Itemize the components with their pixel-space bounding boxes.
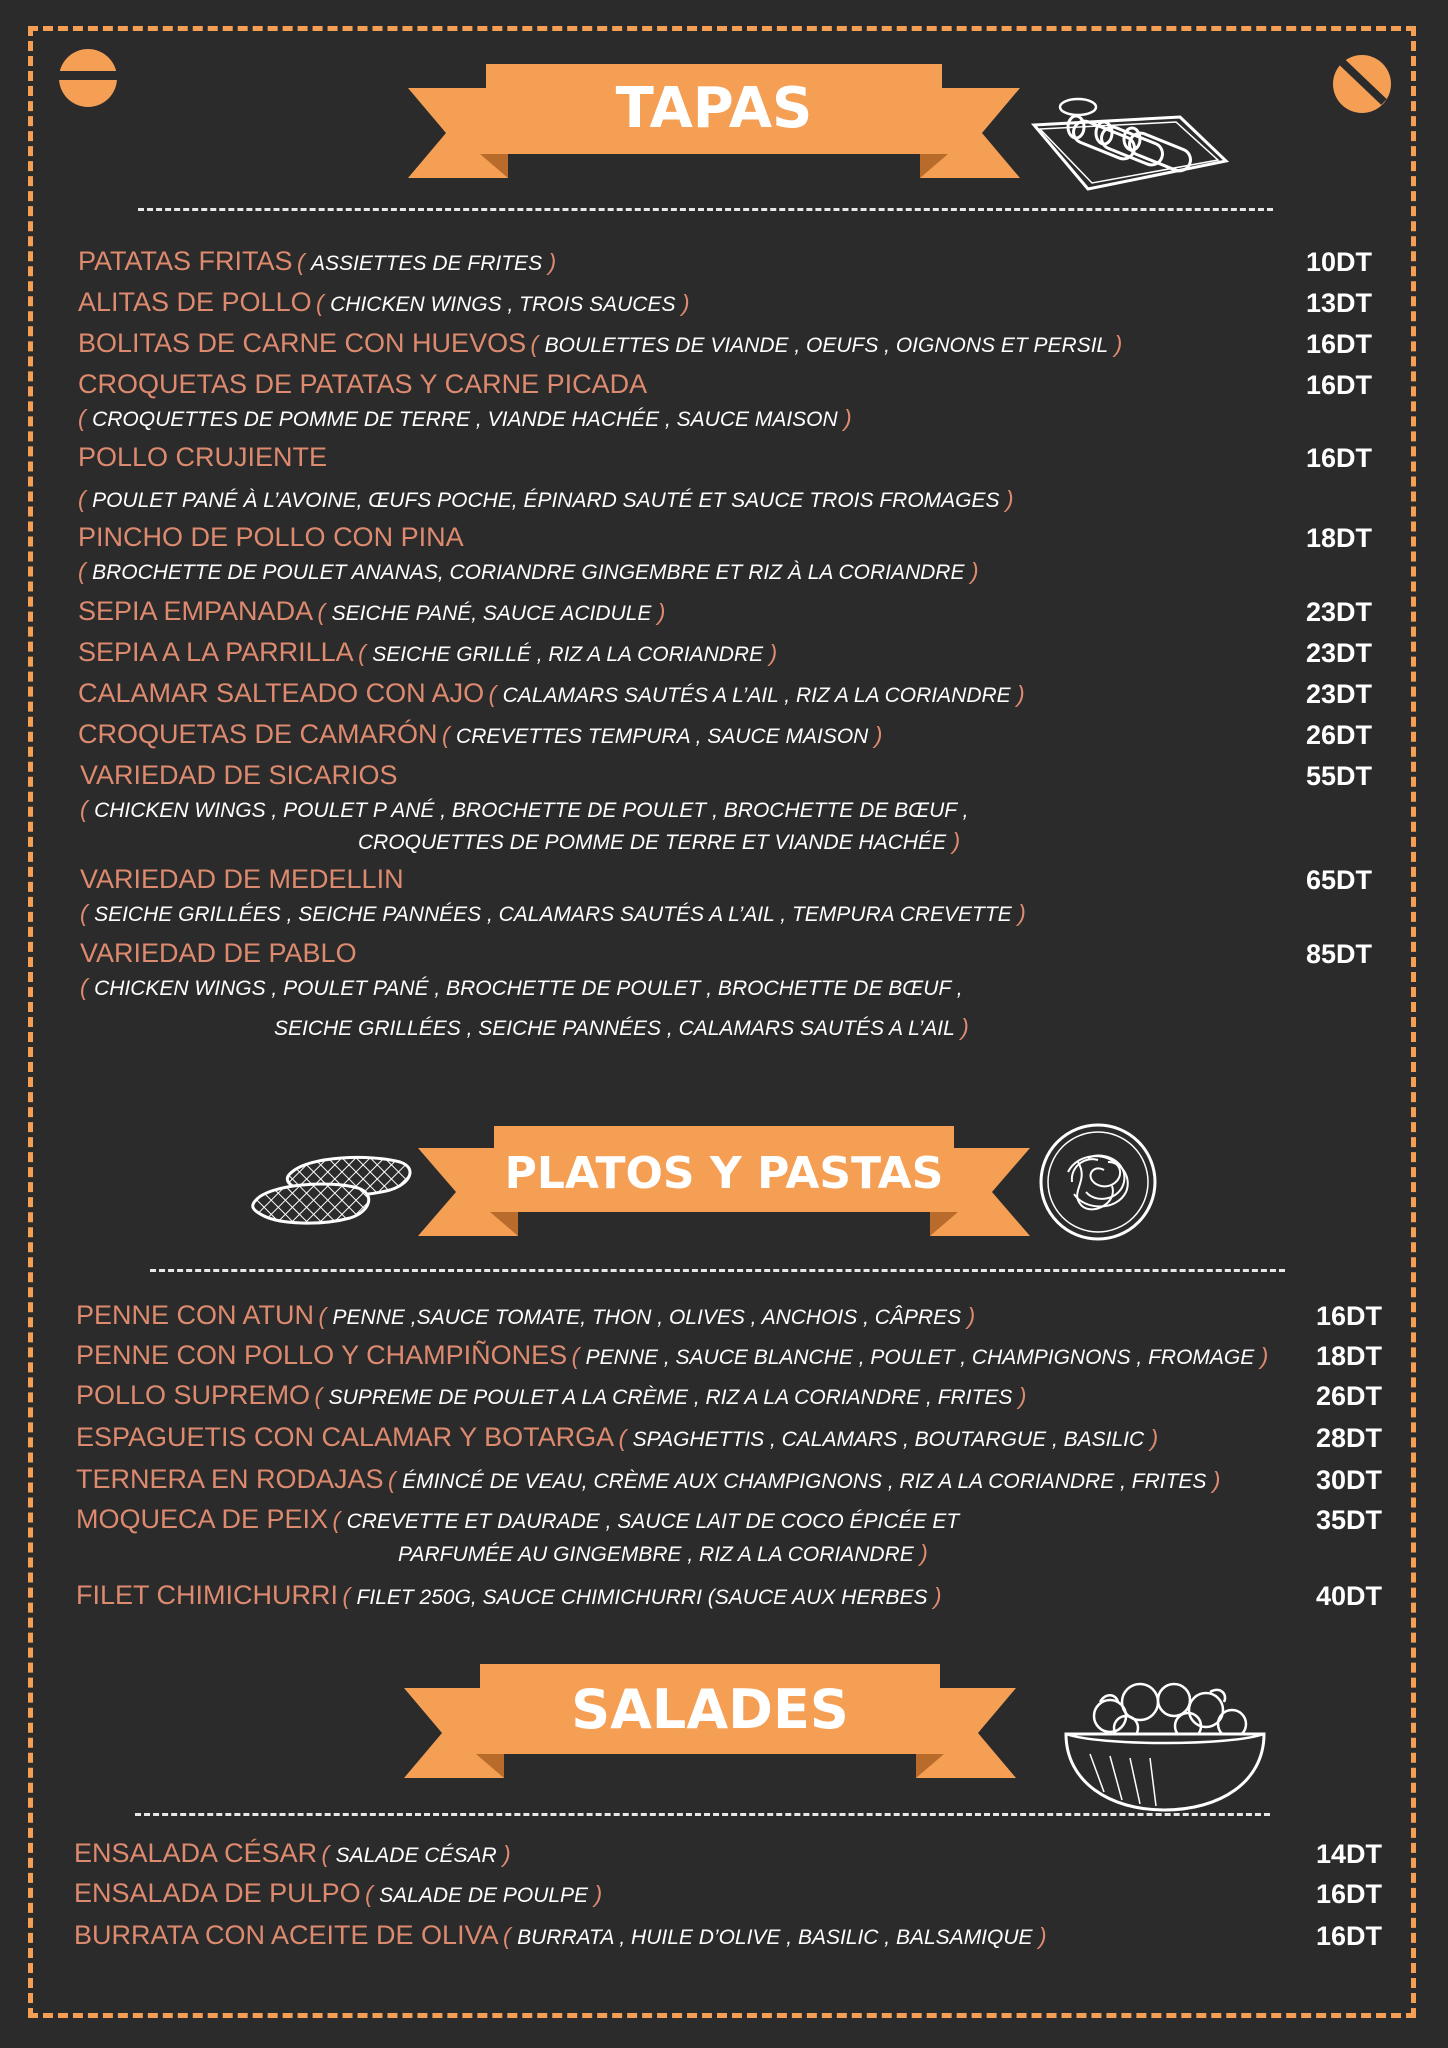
- menu-item-name: VARIEDAD DE PABLO: [80, 938, 357, 968]
- menu-item-price: 26DT: [1315, 1381, 1382, 1411]
- menu-item-name: VARIEDAD DE SICARIOS: [80, 760, 398, 790]
- menu-item-description-line: [358, 828, 960, 855]
- open-paren: (: [388, 1467, 403, 1493]
- tapas-banner: [408, 62, 1020, 182]
- menu-item-price: 65DT: [1305, 865, 1372, 895]
- open-paren: (: [314, 1383, 329, 1409]
- menu-item-price: 26DT: [1305, 720, 1372, 750]
- menu-item-price: 16DT: [1305, 329, 1372, 359]
- close-paren: ): [763, 640, 778, 666]
- close-paren: ): [1011, 900, 1026, 926]
- menu-item-price: 14DT: [1315, 1839, 1382, 1869]
- left-corner-ornament-icon: [58, 48, 118, 108]
- close-paren: ): [651, 599, 666, 625]
- menu-item-name: ALITAS DE POLLO: [78, 287, 312, 317]
- open-paren: (: [321, 1841, 336, 1867]
- close-paren: ): [964, 558, 979, 584]
- close-paren: ): [946, 828, 961, 854]
- menu-item-name: POLLO CRUJIENTE: [78, 442, 328, 472]
- menu-item-name: PENNE CON ATUN: [76, 1300, 315, 1330]
- close-paren: ): [868, 722, 883, 748]
- close-paren: ): [1010, 681, 1025, 707]
- menu-item-description: PENNE ,SAUCE TOMATE, THON , OLIVES , ANCHOIS , CÂPRES: [332, 1306, 962, 1329]
- menu-item-name: CALAMAR SALTEADO CON AJO: [78, 678, 485, 708]
- menu-item-description: PARFUMÉE AU GINGEMBRE , RIZ A LA CORIANDRE: [398, 1543, 914, 1566]
- platos-title: PLATOS Y PASTAS: [504, 1148, 944, 1199]
- close-paren: ): [913, 1540, 928, 1566]
- menu-item-line: [76, 1504, 959, 1535]
- close-paren: ): [1206, 1467, 1221, 1493]
- menu-item-description-line: [80, 974, 963, 1001]
- menu-item-description-line: [78, 486, 1014, 513]
- menu-item-description: CROQUETTES DE POMME DE TERRE , VIANDE HACHÉE , SAUCE MAISON: [92, 408, 838, 431]
- menu-item-description: SEICHE GRILLÉES , SEICHE PANNÉES , CALAMARS SAUTÉS A L’AIL , TEMPURA CREVETTE: [94, 903, 1012, 926]
- menu-item-description-line: [398, 1540, 928, 1567]
- open-paren: (: [78, 405, 93, 431]
- menu-item-description: ÉMINCÉ DE VEAU, CRÈME AUX CHAMPIGNONS , RIZ A LA CORIANDRE , FRITES: [402, 1470, 1207, 1493]
- platos-banner: [418, 1124, 1030, 1238]
- open-paren: (: [80, 900, 95, 926]
- menu-item-description-line: [274, 1014, 969, 1041]
- menu-item-line: [74, 1920, 1047, 1951]
- menu-item-name: BOLITAS DE CARNE CON HUEVOS: [78, 328, 527, 358]
- menu-item-name: VARIEDAD DE MEDELLIN: [80, 864, 404, 894]
- platos-separator: [150, 1269, 1285, 1272]
- menu-item-line: [78, 369, 647, 400]
- close-paren: ): [1254, 1343, 1269, 1369]
- menu-item-description: SEICHE GRILLÉ , RIZ A LA CORIANDRE: [372, 643, 764, 666]
- close-paren: ): [954, 1014, 969, 1040]
- salades-title: SALADES: [571, 1678, 849, 1741]
- close-paren: ): [542, 249, 557, 275]
- menu-item-line: [78, 522, 464, 553]
- close-paren: ): [675, 290, 690, 316]
- open-paren: (: [358, 640, 373, 666]
- menu-item-line: [76, 1380, 1026, 1411]
- menu-item-description: BOULETTES DE VIANDE , OEUFS , OIGNONS ET PERSIL: [544, 334, 1109, 357]
- menu-item-name: PINCHO DE POLLO CON PINA: [78, 522, 464, 552]
- open-paren: (: [80, 796, 95, 822]
- menu-item-price: 18DT: [1305, 523, 1372, 553]
- menu-item-price: 35DT: [1315, 1505, 1382, 1535]
- menu-item-price: 40DT: [1315, 1581, 1382, 1611]
- menu-item-price: 10DT: [1305, 247, 1372, 277]
- menu-item-description: SUPREME DE POULET A LA CRÈME , RIZ A LA CORIANDRE , FRITES: [328, 1386, 1013, 1409]
- menu-item-name: ENSALADA DE PULPO: [74, 1878, 361, 1908]
- menu-item-line: [74, 1878, 602, 1909]
- menu-item-description: SPAGHETTIS , CALAMARS , BOUTARGUE , BASILIC: [632, 1428, 1145, 1451]
- close-paren: ): [1032, 1923, 1047, 1949]
- menu-item-description-line: [80, 796, 968, 823]
- open-paren: (: [316, 290, 331, 316]
- menu-item-description: POULET PANÉ À L’AVOINE, ŒUFS POCHE, ÉPINARD SAUTÉ ET SAUCE TROIS FROMAGES: [92, 489, 1000, 512]
- menu-item-name: MOQUECA DE PEIX: [76, 1504, 329, 1534]
- menu-item-line: [76, 1300, 975, 1331]
- menu-item-price: 55DT: [1305, 761, 1372, 791]
- menu-item-line: [78, 637, 777, 668]
- menu-item-description: CHICKEN WINGS , POULET P ANÉ , BROCHETTE DE POULET , BROCHETTE DE BŒUF ,: [94, 799, 969, 822]
- open-paren: (: [317, 599, 332, 625]
- menu-item-description-line: [78, 405, 852, 432]
- menu-item-name: POLLO SUPREMO: [76, 1380, 311, 1410]
- open-paren: (: [342, 1583, 357, 1609]
- salades-banner: [404, 1662, 1016, 1782]
- close-paren: ): [961, 1303, 976, 1329]
- pasta-bowl-icon: [1038, 1122, 1158, 1242]
- menu-item-price: 85DT: [1305, 939, 1372, 969]
- menu-item-line: [78, 287, 690, 318]
- menu-item-description: BURRATA , HUILE D’OLIVE , BASILIC , BALSAMIQUE: [517, 1926, 1033, 1949]
- menu-item-price: 30DT: [1315, 1465, 1382, 1495]
- menu-item-description: FILET 250G, SAUCE CHIMICHURRI (SAUCE AUX HERBES: [356, 1586, 928, 1609]
- menu-item-name: ESPAGUETIS CON CALAMAR Y BOTARGA: [76, 1422, 615, 1452]
- menu-item-description: PENNE , SAUCE BLANCHE , POULET , CHAMPIGNONS , FROMAGE: [585, 1346, 1255, 1369]
- menu-item-description: CROQUETTES DE POMME DE TERRE ET VIANDE HACHÉE: [358, 831, 947, 854]
- menu-item-line: [78, 442, 327, 473]
- menu-item-description-line: [78, 558, 979, 585]
- menu-item-line: [78, 678, 1025, 709]
- menu-item-price: 16DT: [1305, 443, 1372, 473]
- open-paren: (: [488, 681, 503, 707]
- open-paren: (: [365, 1881, 380, 1907]
- open-paren: (: [80, 974, 95, 1000]
- tapas-title: TAPAS: [615, 76, 813, 141]
- menu-item-description: CREVETTES TEMPURA , SAUCE MAISON: [456, 725, 869, 748]
- open-paren: (: [296, 249, 312, 275]
- menu-item-line: [78, 328, 1122, 359]
- menu-item-name: PENNE CON POLLO Y CHAMPIÑONES: [76, 1340, 568, 1370]
- menu-item-name: CROQUETAS DE PATATAS Y CARNE PICADA: [78, 369, 648, 399]
- menu-item-line: [78, 596, 665, 627]
- menu-item-name: PATATAS FRITAS: [78, 246, 293, 276]
- menu-item-description: SEICHE PANÉ, SAUCE ACIDULE: [331, 602, 652, 625]
- open-paren: (: [571, 1343, 586, 1369]
- menu-item-name: BURRATA CON ACEITE DE OLIVA: [74, 1920, 499, 1950]
- menu-item-name: SEPIA EMPANADA: [78, 596, 314, 626]
- menu-item-line: [78, 719, 882, 750]
- close-paren: ): [588, 1881, 603, 1907]
- salades-separator: [135, 1813, 1270, 1816]
- open-paren: (: [530, 331, 545, 357]
- close-paren: ): [1012, 1383, 1027, 1409]
- menu-item-name: SEPIA A LA PARRILLA: [78, 637, 354, 667]
- menu-item-description-line: [80, 900, 1026, 927]
- menu-item-price: 16DT: [1315, 1879, 1382, 1909]
- menu-item-description: SEICHE GRILLÉES , SEICHE PANNÉES , CALAMARS SAUTÉS A L’AIL: [274, 1017, 955, 1040]
- menu-item-line: [74, 1838, 511, 1869]
- menu-item-description: CALAMARS SAUTÉS A L’AIL , RIZ A LA CORIANDRE: [502, 684, 1011, 707]
- salad-bowl-icon: [1060, 1672, 1270, 1822]
- menu-item-description: BROCHETTE DE POULET ANANAS, CORIANDRE GINGEMBRE ET RIZ À LA CORIANDRE: [92, 561, 965, 584]
- menu-item-line: [80, 864, 404, 895]
- menu-item-price: 16DT: [1315, 1301, 1382, 1331]
- tapas-separator: [138, 208, 1273, 211]
- menu-item-price: 16DT: [1315, 1921, 1382, 1951]
- open-paren: (: [503, 1923, 518, 1949]
- menu-item-description: ASSIETTES DE FRITES: [311, 252, 543, 275]
- menu-item-price: 16DT: [1305, 370, 1372, 400]
- open-paren: (: [332, 1507, 347, 1533]
- open-paren: (: [441, 722, 457, 748]
- menu-item-description: CHICKEN WINGS , TROIS SAUCES: [330, 293, 676, 316]
- steaks-icon: [250, 1150, 420, 1230]
- menu-item-description: SALADE CÉSAR: [335, 1844, 497, 1867]
- close-paren: ): [837, 405, 852, 431]
- open-paren: (: [78, 486, 93, 512]
- menu-item-line: [76, 1580, 942, 1611]
- open-paren: (: [78, 558, 93, 584]
- menu-item-description: CHICKEN WINGS , POULET PANÉ , BROCHETTE DE POULET , BROCHETTE DE BŒUF ,: [94, 977, 963, 1000]
- menu-item-price: 23DT: [1305, 679, 1372, 709]
- menu-item-line: [76, 1340, 1268, 1371]
- menu-item-name: CROQUETAS DE CAMARÓN: [78, 719, 438, 749]
- close-paren: ): [1144, 1425, 1159, 1451]
- menu-item-price: 28DT: [1315, 1423, 1382, 1453]
- menu-item-line: [78, 246, 556, 277]
- close-paren: ): [496, 1841, 511, 1867]
- menu-item-line: [80, 938, 357, 969]
- menu-item-description: CREVETTE ET DAURADE , SAUCE LAIT DE COCO ÉPICÉE ET: [346, 1510, 960, 1533]
- menu-item-line: [76, 1422, 1158, 1453]
- menu-item-description: SALADE DE POULPE: [379, 1884, 589, 1907]
- menu-item-price: 18DT: [1315, 1341, 1382, 1371]
- menu-item-line: [80, 760, 398, 791]
- menu-item-line: [76, 1464, 1220, 1495]
- menu-item-name: ENSALADA CÉSAR: [74, 1838, 318, 1868]
- open-paren: (: [618, 1425, 633, 1451]
- close-paren: ): [927, 1583, 942, 1609]
- menu-item-price: 23DT: [1305, 597, 1372, 627]
- menu-item-price: 23DT: [1305, 638, 1372, 668]
- open-paren: (: [318, 1303, 333, 1329]
- menu-item-name: FILET CHIMICHURRI: [76, 1580, 339, 1610]
- menu-item-name: TERNERA EN RODAJAS: [76, 1464, 384, 1494]
- rolls-on-plate-icon: [1030, 95, 1230, 195]
- close-paren: ): [1108, 331, 1123, 357]
- menu-item-price: 13DT: [1305, 288, 1372, 318]
- right-corner-ornament-icon: [1332, 54, 1392, 114]
- close-paren: ): [999, 486, 1014, 512]
